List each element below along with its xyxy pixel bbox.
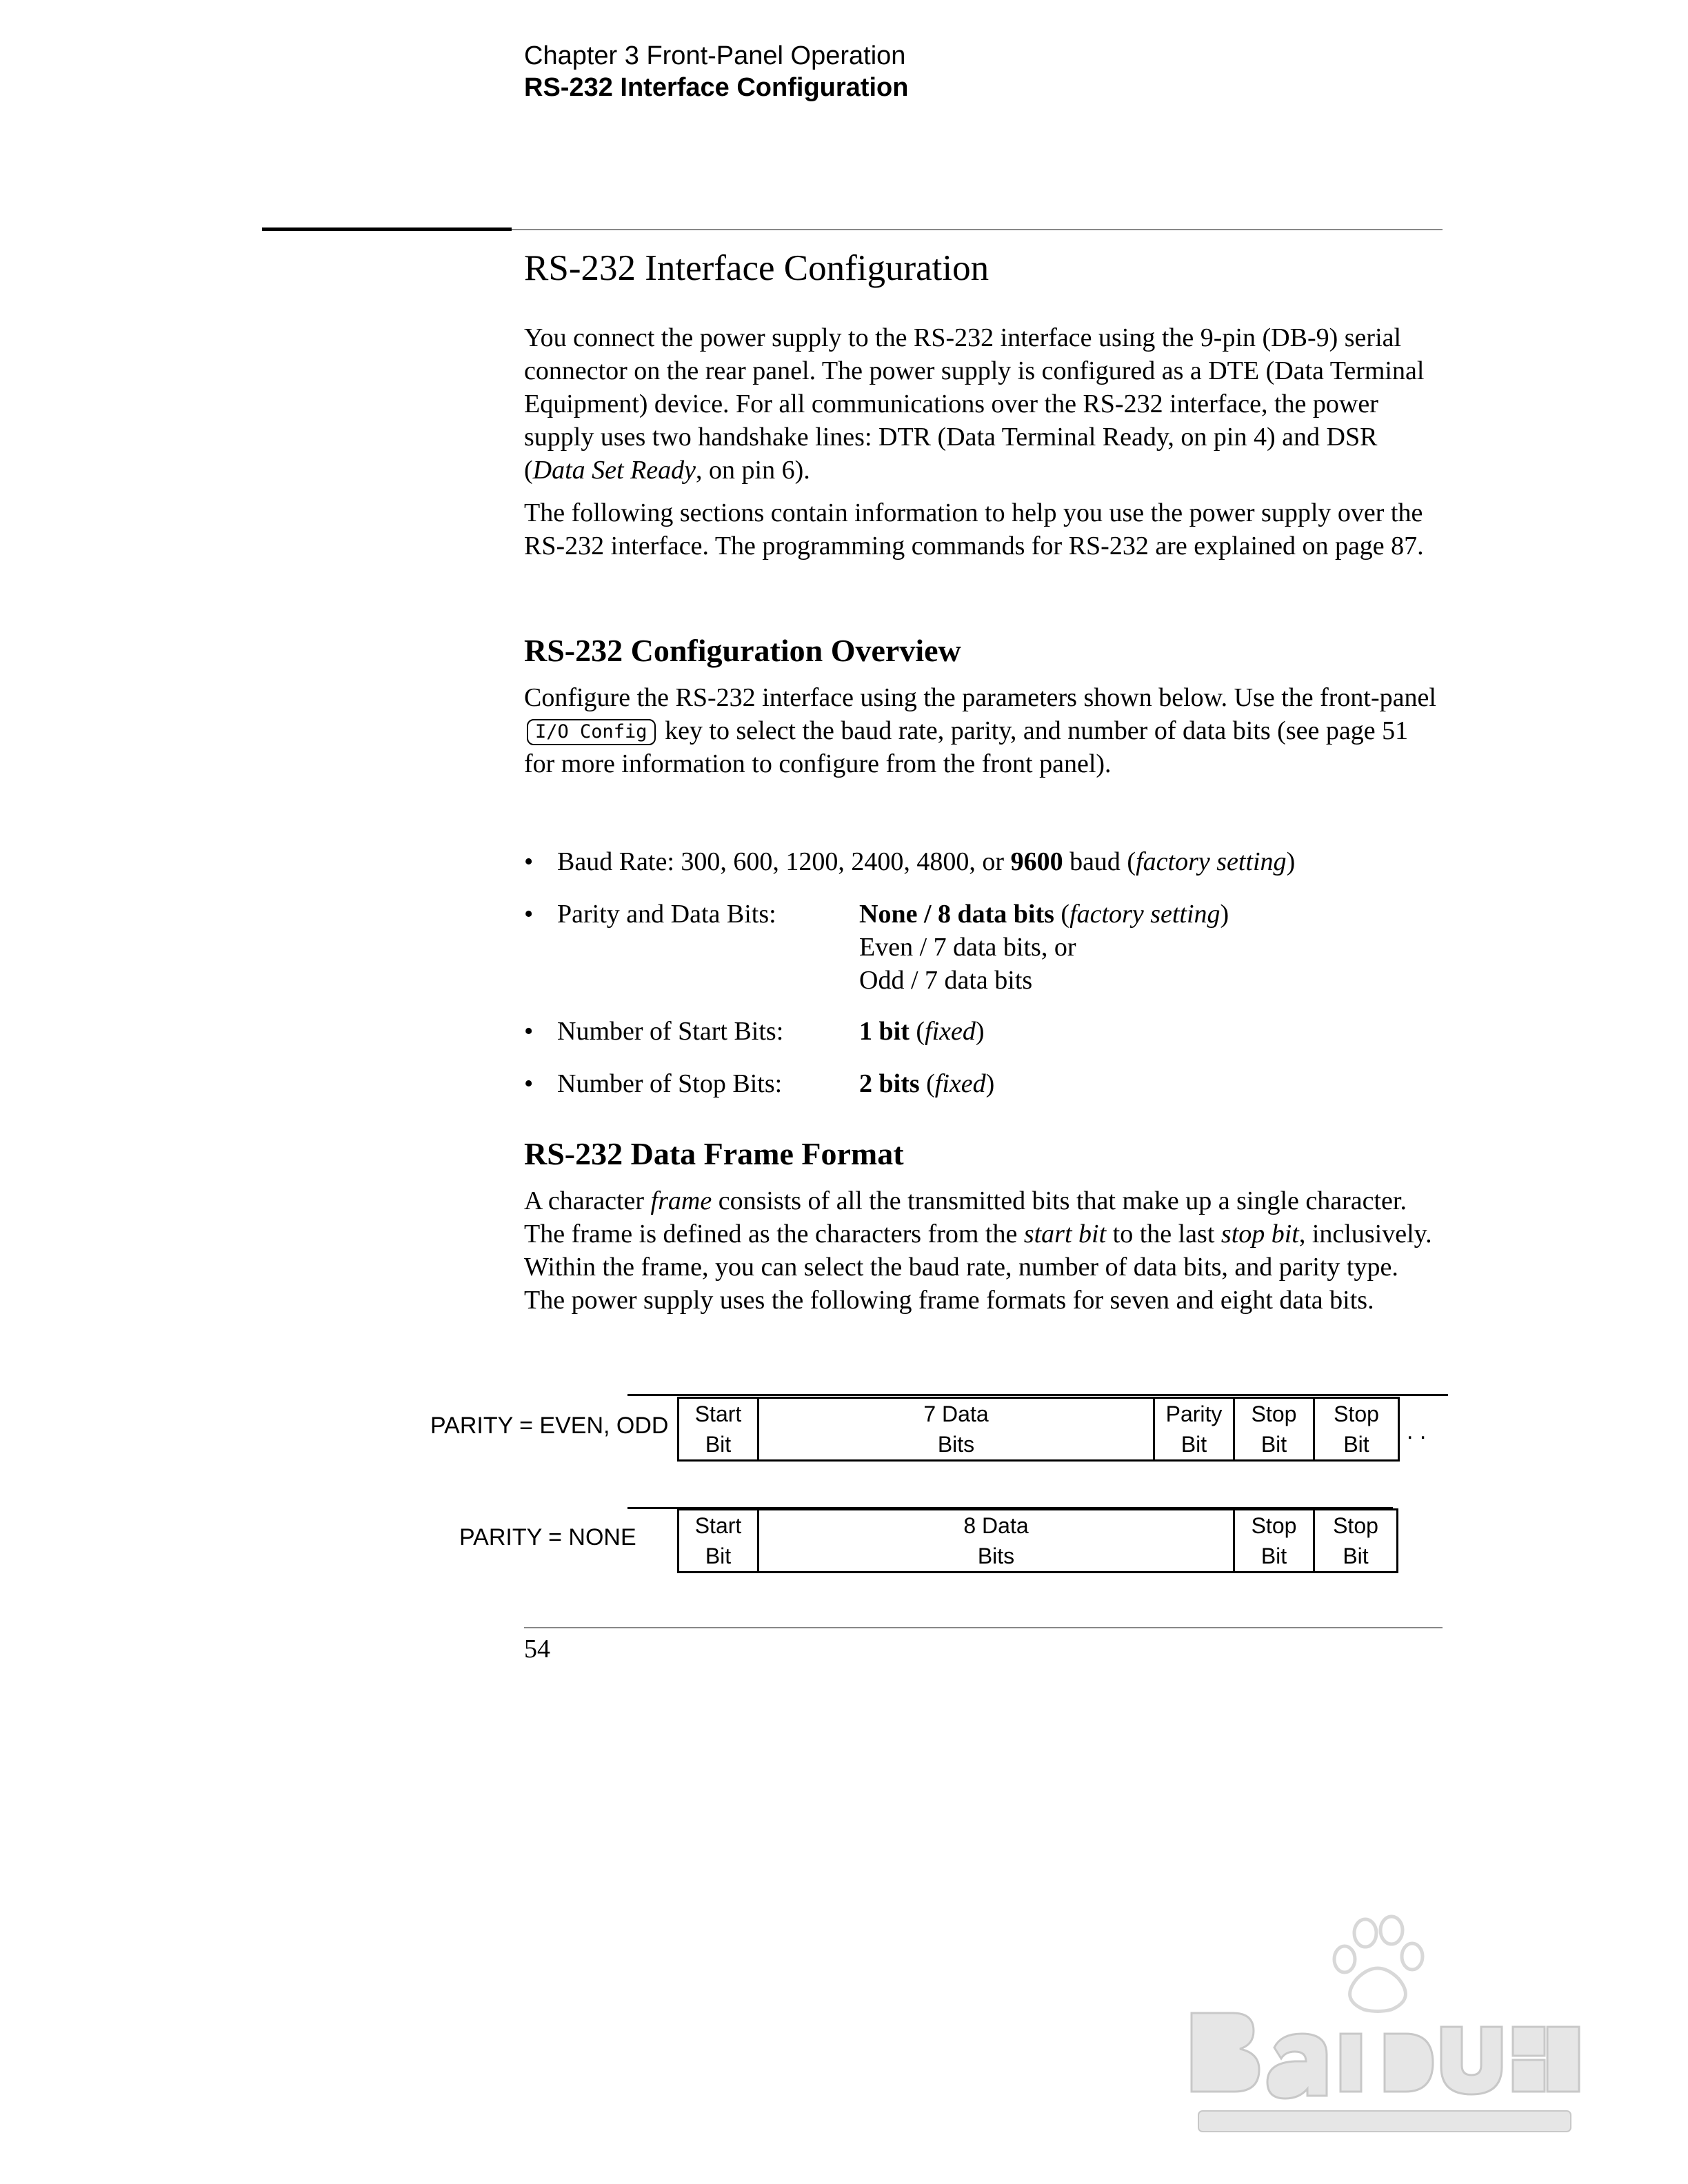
- cell-line-2: Bit: [1343, 1432, 1369, 1457]
- cell-line-1: Stop: [1334, 1402, 1379, 1426]
- cell-line-2: Bit: [1343, 1544, 1369, 1568]
- parity-mid: (: [1061, 900, 1070, 929]
- running-head: [524, 40, 908, 103]
- frame1-trailing-dots: . .: [1407, 1418, 1427, 1444]
- cell-line-2: Bits: [937, 1432, 975, 1457]
- bullet-dot: •: [524, 1069, 534, 1098]
- bullet-dot: •: [524, 900, 534, 929]
- bullet-dot: •: [524, 847, 534, 876]
- baud-mid: baud (: [1069, 847, 1136, 876]
- frame1-parity-bit-cell: [1155, 1399, 1235, 1459]
- frame2-box: [677, 1508, 1398, 1573]
- frame1-stop-bit-cell-1: [1235, 1399, 1315, 1459]
- page-number: 54: [524, 1635, 550, 1664]
- frame1-start-bit-cell: [679, 1399, 759, 1459]
- intro-paragraph-2: [524, 496, 1441, 563]
- parity-label: Parity and Data Bits:: [557, 900, 776, 929]
- intro-text-b: , on pin 6).: [696, 456, 810, 485]
- start-bits-bold: 1 bit: [859, 1017, 910, 1046]
- cell-line-2: Bit: [705, 1432, 732, 1457]
- section-rule-thin: [512, 229, 1443, 230]
- start-bits-label: Number of Start Bits:: [557, 1017, 784, 1046]
- overview-text-a: Configure the RS-232 interface using the parameters shown below. Use the front-panel: [524, 683, 1436, 712]
- frame-text-4: , inclusively. Within the frame, you can select the baud rate, number of data bits, and parity type. The power supply uses the following frame formats for seven and eight data bits.: [524, 1220, 1432, 1315]
- cell-line-2: Bit: [705, 1544, 732, 1568]
- baud-rate-text: [557, 845, 1295, 878]
- stop-bits-bold: 2 bits: [859, 1069, 920, 1098]
- io-config-key: I/O Config: [527, 719, 656, 745]
- bullet-parity: [524, 898, 1420, 1001]
- frame1-box: [677, 1397, 1400, 1462]
- section-title: RS-232 Interface Configuration: [524, 248, 989, 288]
- frame1-idle-line: [627, 1394, 1448, 1396]
- stop-bits-end: ): [985, 1069, 995, 1098]
- baud-default: 9600: [1010, 847, 1063, 876]
- cell-line-1: Parity: [1165, 1402, 1223, 1426]
- cell-line-1: 8 Data: [963, 1513, 1029, 1538]
- baud-note: factory setting: [1136, 847, 1287, 876]
- frame-italic-1: frame: [650, 1186, 712, 1215]
- stop-bits-label: Number of Stop Bits:: [557, 1069, 783, 1098]
- bullet-dot: •: [524, 1017, 534, 1046]
- cell-line-2: Bit: [1180, 1432, 1207, 1457]
- frame1-label: PARITY = EVEN, ODD: [430, 1413, 669, 1439]
- intro-text-a: You connect the power supply to the RS-232 interface using the 9-pin (DB-9) serial connector on the rear panel. The power supply is configured as a DTE (Data Terminal Equipment) device. For all communications over the RS-232 interface, the power supply uses two handshake lines: DTR (Data Terminal Ready, on pin 4) and DSR (: [524, 323, 1425, 485]
- intro-text-2: The following sections contain information to help you use the power supply over the RS-232 interface. The programming commands for RS-232 are explained on page 87.: [524, 498, 1424, 560]
- cell-line-2: Bit: [1260, 1432, 1287, 1457]
- chapter-title: Chapter 3 Front-Panel Operation: [524, 41, 906, 70]
- cell-line-1: 7 Data: [923, 1402, 989, 1426]
- start-bits-mid: (: [916, 1017, 925, 1046]
- cell-line-2: Bits: [977, 1544, 1015, 1568]
- baud-end: ): [1286, 847, 1296, 876]
- overview-heading: RS-232 Configuration Overview: [524, 633, 961, 668]
- section-rule-thick: [262, 228, 512, 231]
- stop-bits-mid: (: [926, 1069, 935, 1098]
- parity-default: None / 8 data bits: [859, 900, 1054, 929]
- frame1-data-bits-cell: [759, 1399, 1155, 1459]
- parity-line-1: [859, 898, 1229, 931]
- start-bits-end: ): [975, 1017, 985, 1046]
- start-bits-note: fixed: [925, 1017, 976, 1046]
- cell-line-1: Start: [694, 1513, 742, 1538]
- frame-text-1: A character: [524, 1186, 651, 1215]
- running-section-title: RS-232 Interface Configuration: [524, 73, 909, 102]
- frame-italic-3: stop bit: [1220, 1220, 1299, 1248]
- baidu-watermark-logo: [1185, 1910, 1585, 2137]
- parity-note: factory setting: [1069, 900, 1220, 929]
- frame-text-3: to the last: [1106, 1220, 1221, 1248]
- start-bits-value: [859, 1015, 985, 1048]
- stop-bits-note: fixed: [934, 1069, 986, 1098]
- bullet-stop-bits: [524, 1067, 1420, 1100]
- bullet-start-bits: [524, 1015, 1420, 1048]
- frame1-stop-bit-cell-2: [1315, 1399, 1398, 1459]
- frame-text-2: consists of all the transmitted bits that make up a single character. The frame is defined as the characters from the: [524, 1186, 1407, 1248]
- frame2-stop-bit-cell-1: [1235, 1510, 1315, 1571]
- frame2-label: PARITY = NONE: [459, 1524, 636, 1550]
- frame-italic-2: start bit: [1023, 1220, 1107, 1248]
- stop-bits-value: [859, 1067, 994, 1100]
- frame2-start-bit-cell: [679, 1510, 759, 1571]
- parity-line-3: Odd / 7 data bits: [859, 966, 1033, 995]
- intro-paragraph-1: [524, 321, 1441, 487]
- cell-line-1: Start: [694, 1402, 742, 1426]
- cell-line-2: Bit: [1260, 1544, 1287, 1568]
- intro-text-italic: Data Set Ready: [532, 456, 696, 485]
- frame2-data-bits-cell: [759, 1510, 1235, 1571]
- overview-paragraph: [524, 681, 1441, 780]
- footer-rule: [524, 1627, 1443, 1628]
- cell-line-1: Stop: [1251, 1513, 1297, 1538]
- parity-end: ): [1220, 900, 1229, 929]
- parity-values: [859, 898, 1229, 997]
- overview-text-b: key to select the baud rate, parity, and number of data bits (see page 51 for more information to configure from the front panel).: [524, 716, 1409, 778]
- frame-format-paragraph: [524, 1184, 1441, 1317]
- parity-line-2: Even / 7 data bits, or: [859, 933, 1076, 962]
- baud-prefix: Baud Rate: 300, 600, 1200, 2400, 4800, or: [557, 847, 1005, 876]
- cell-line-1: Stop: [1251, 1402, 1297, 1426]
- frame-format-heading: RS-232 Data Frame Format: [524, 1136, 904, 1171]
- frame2-stop-bit-cell-2: [1315, 1510, 1396, 1571]
- cell-line-1: Stop: [1333, 1513, 1378, 1538]
